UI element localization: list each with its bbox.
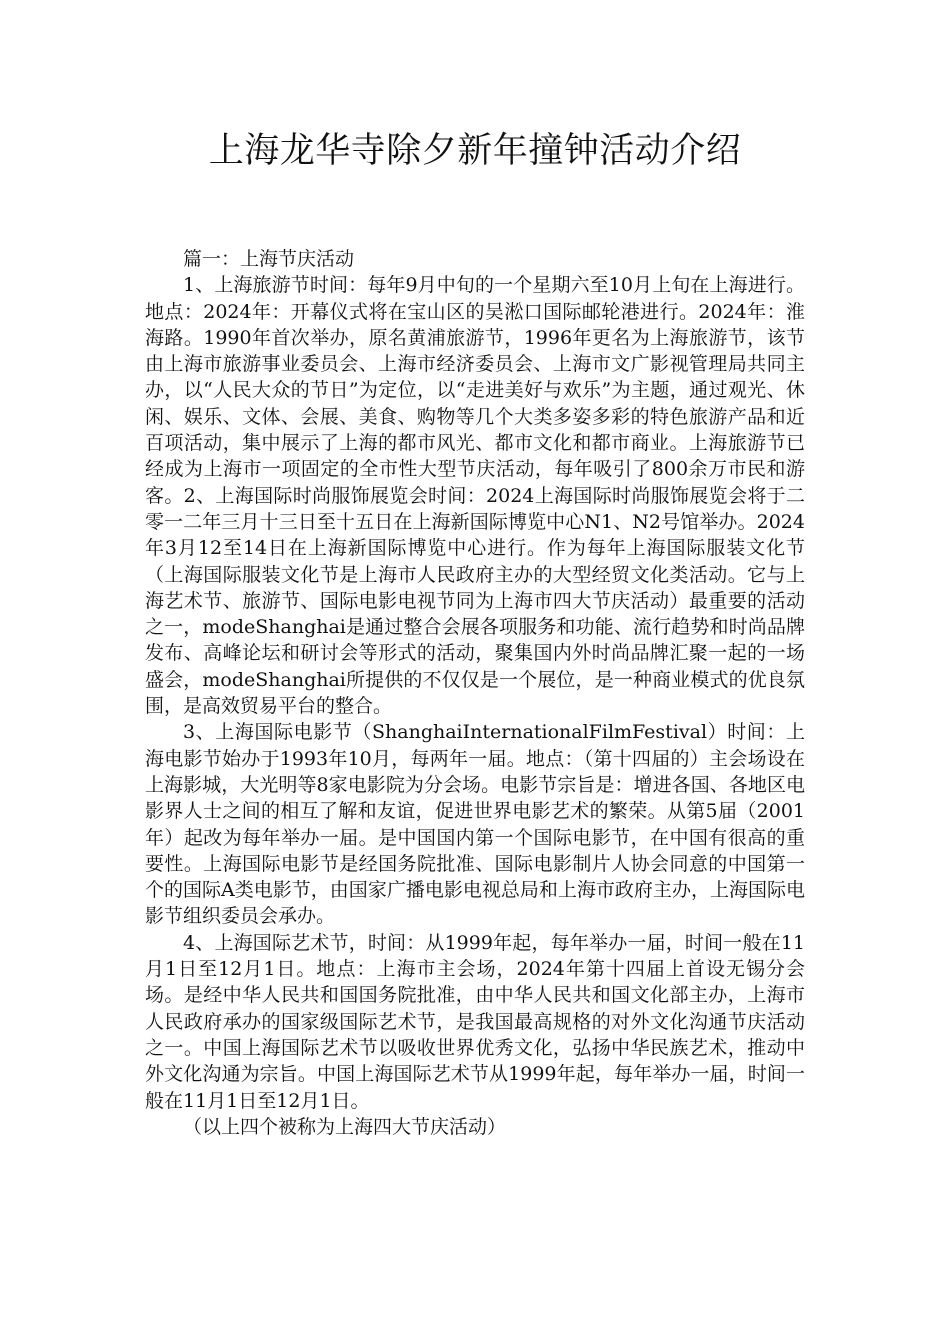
document-title: 上海龙华寺除夕新年撞钟活动介绍 (208, 131, 742, 171)
paragraph-arts-festival: 4、上海国际艺术节，时间：从1999年起，每年举办一届，时间一般在11月1日至12月1日。地点：上海市主会场，2024年第十四届上首设无锡分会场。是经中华人民共和国国务院批准，由中华人民共和国文化部主办，上海市人民政府承办的国家级国际艺术节，是我国最高规格的对外文化沟通节庆活动之一。中国上海国际艺术节以吸收世界优秀文化，弘扬中华民族艺术，推动中外文化沟通为宗旨。中国上海国际艺术节从1999年起，每年举办一届，时间一般在11月1日至12月1日。 (145, 931, 805, 1112)
document-body (145, 246, 805, 1140)
paragraph-film-festival: 3、上海国际电影节（ShanghaiInternationalFilmFestival）时间：上海电影节始办于1993年10月，每两年一届。地点：（第十四届的）主会场设在上海影城，大光明等8家电影院为分会场。电影节宗旨是：增进各国、各地区电影界人士之间的相互了解和友谊，促进世界电影艺术的繁荣。从第5届（2001年）起改为每年举办一届。是中国国内第一个国际电影节，在中国有很高的重要性。上海国际电影节是经国务院批准、国际电影制片人协会同意的中国第一个的国际A类电影节，由国家广播电影电视总局和上海市政府主办，上海国际电影节组织委员会承办。 (145, 721, 805, 928)
paragraph-tourism-and-fashion: 1、上海旅游节时间：每年9月中旬的一个星期六至10月上旬在上海进行。地点：2024年：开幕仪式将在宝山区的吴淞口国际邮轮港进行。2024年：淮海路。1990年首次举办，原名黄浦旅游节，1996年更名为上海旅游节，该节由上海市旅游事业委员会、上海市经济委员会、上海市文广影视管理局共同主办，以“人民大众的节日”为定位，以“走进美好与欢乐”为主题，通过观光、休闲、娱乐、文体、会展、美食、购物等几个大类多姿多彩的特色旅游产品和近百项活动，集中展示了上海的都市风光、都市文化和都市商业。上海旅游节已经成为上海市一项固定的全市性大型节庆活动，每年吸引了800余万市民和游客。2、上海国际时尚服饰展览会时间：2024上海国际时尚服饰展览会将于二零一二年三月十三日至十五日在上海新国际博览中心N1、N2号馆举办。2024年3月12至14日在上海新国际博览中心进行。作为每年上海国际服装文化节（上海国际服装文化节是上海市人民政府主办的大型经贸文化类活动。它与上海艺术节、旅游节、国际电影电视节同为上海市四大节庆活动）最重要的活动之一，modeShanghai是通过整合会展各项服务和功能、流行趋势和时尚品牌发布、高峰论坛和研讨会等形式的活动，聚集国内外时尚品牌汇聚一起的一场盛会，modeShanghai所提供的不仅仅是一个展位，是一种商业模式的优良氛围，是高效贸易平台的整合。 (145, 274, 805, 718)
section-heading: 篇一：上海节庆活动 (183, 248, 355, 270)
paragraph-summary-note: （以上四个被称为上海四大节庆活动） (183, 1115, 507, 1138)
